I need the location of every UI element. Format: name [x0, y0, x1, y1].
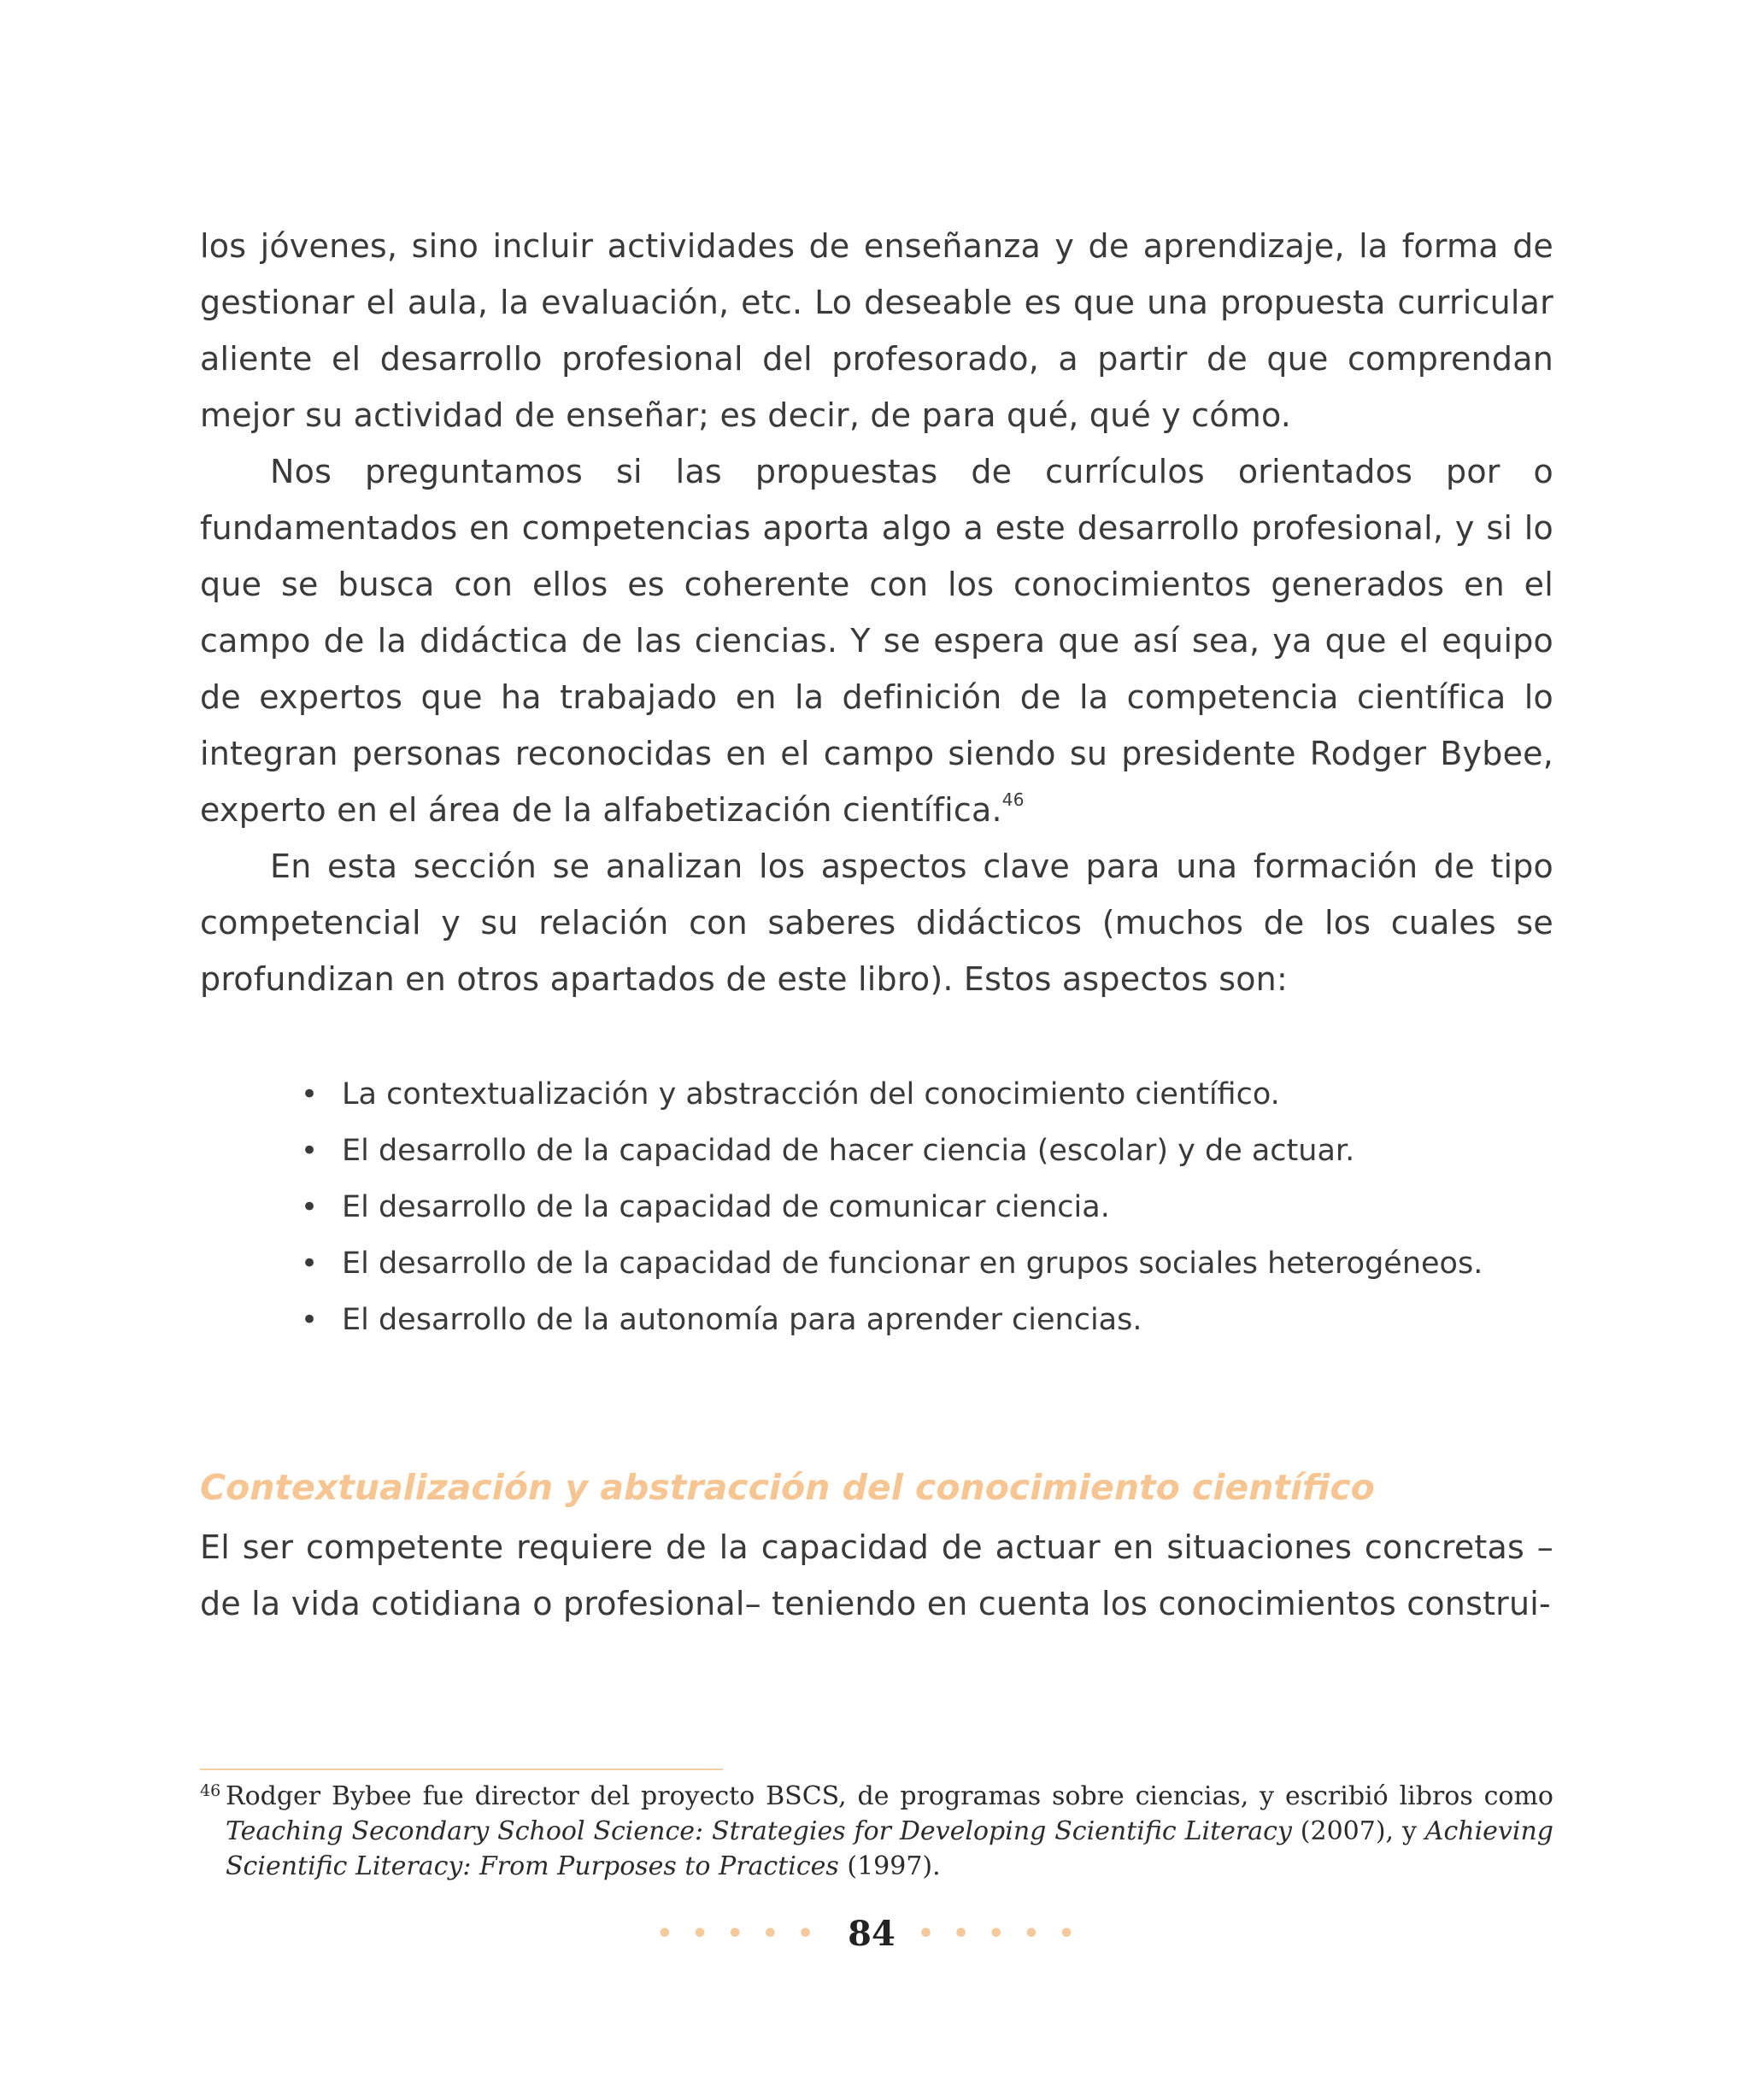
bullet-icon: •	[301, 1077, 319, 1112]
bullet-icon: •	[301, 1303, 319, 1337]
footnote-text-part: Rodger Bybee fue director del proyecto BSCS, de programas sobre ciencias, y escribió libros como	[226, 1781, 1553, 1811]
page-number: 84	[848, 1913, 896, 1954]
list-item-text: El desarrollo de la capacidad de comunicar ciencia.	[342, 1190, 1110, 1224]
footnote-book-title: Teaching Secondary School Science: Strategies for Developing Scientific Literacy	[226, 1816, 1292, 1846]
list-item	[301, 1123, 1565, 1179]
list-item-text: El desarrollo de la capacidad de funcionar en grupos sociales heterogéneos.	[342, 1247, 1483, 1281]
section-paragraph-1: El ser competente requiere de la capacidad de actuar en situaciones concretas –de la vida cotidiana o profesional– teniendo en cuenta los conocimientos construi-	[200, 1528, 1553, 1622]
list-item	[301, 1179, 1565, 1235]
footnote-book-title: Achieving Scientific Literacy: From Purposes to Practices	[226, 1816, 1553, 1881]
page-footer	[0, 1910, 1750, 1965]
intro-paragraph-1: los jóvenes, sino incluir actividades de enseñanza y de aprendizaje, la forma de gestionar el aula, la evaluación, etc. Lo deseable es que una propuesta curricular aliente el desarrollo profesional del profesorado, a partir de que comprendan mejor su actividad de enseñar; es decir, de para qué, qué y cómo.	[200, 227, 1553, 434]
footnote-text-part: (1997).	[838, 1851, 941, 1881]
list-item-text: El desarrollo de la capacidad de hacer ciencia (escolar) y de actuar.	[342, 1134, 1355, 1168]
footnote	[200, 1779, 1553, 1884]
intro-paragraph-3: En esta sección se analizan los aspectos clave para una formación de tipo competencial y su relación con saberes didácticos (muchos de los cuales se profundizan en otros apartados de este libro). Estos aspectos son:	[200, 848, 1553, 998]
bullet-icon: •	[301, 1134, 319, 1168]
list-item-text: El desarrollo de la autonomía para aprender ciencias.	[342, 1303, 1142, 1337]
bullet-icon: •	[301, 1190, 319, 1224]
intro-paragraph-2-text: Nos preguntamos si las propuestas de currículos orientados por o fundamentados en competencias aporta algo a este desarrollo profesional, y si lo que se busca con ellos es coherente con los conocimientos generados en el campo de la didáctica de las ciencias. Y se espera que así sea, ya que el equipo de expertos que ha trabajado en la definición de la competencia científica lo integran personas reconocidas en el campo siendo su presidente Rodger Bybee, experto en el área de la alfabetización científica.	[200, 453, 1553, 829]
section-text-block	[200, 1519, 1553, 1632]
intro-paragraph-2	[200, 443, 1553, 838]
list-item	[301, 1235, 1565, 1292]
section-heading: Contextualización y abstracción del conocimiento científico	[200, 1467, 1375, 1508]
list-item-text: La contextualización y abstracción del conocimiento científico.	[342, 1077, 1280, 1112]
list-item	[301, 1066, 1565, 1123]
bullet-icon: •	[301, 1247, 319, 1281]
footnote-reference: 46	[1001, 789, 1025, 811]
list-item	[301, 1292, 1565, 1348]
decorative-dots-left: •••••	[656, 1918, 833, 1949]
footnote-divider	[200, 1769, 723, 1770]
footnote-text	[226, 1779, 1553, 1884]
footnote-marker: 46	[200, 1781, 221, 1800]
decorative-dots-right: •••••	[917, 1918, 1094, 1949]
intro-text-block	[200, 218, 1553, 1007]
aspects-bullet-list	[301, 1066, 1565, 1348]
footnote-text-part: (2007), y	[1291, 1816, 1425, 1846]
